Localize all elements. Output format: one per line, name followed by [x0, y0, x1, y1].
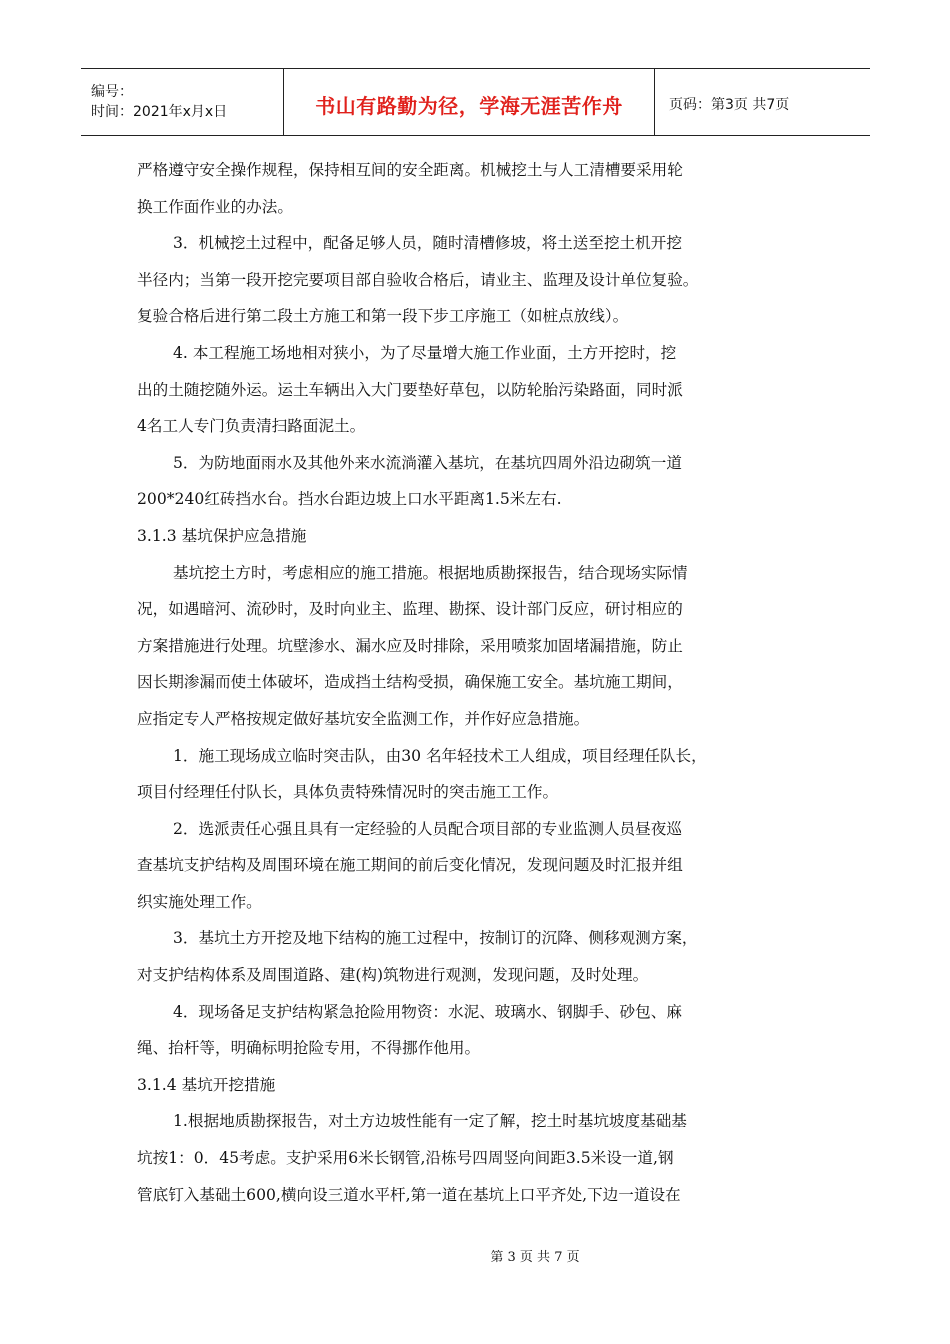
body-line: 4．现场备足支护结构紧急抢险用物资：水泥、玻璃水、钢脚手、砂包、麻 — [173, 1002, 682, 1021]
body-line: 况，如遇暗河、流砂时，及时向业主、监理、勘探、设计部门反应，研讨相应的 — [137, 600, 683, 619]
section-heading: 3.1.4 基坑开挖措施 — [137, 1075, 276, 1094]
body-line: 出的土随挖随外运。运土车辆出入大门要垫好草包，以防轮胎污染路面，同时派 — [137, 380, 683, 399]
document-date: 时间：2021年x月x日 — [91, 104, 228, 120]
body-line: 复验合格后进行第二段土方施工和第一段下步工序施工（如桩点放线）。 — [137, 307, 629, 326]
body-line: 2．选派责任心强且具有一定经验的人员配合项目部的专业监测人员昼夜巡 — [173, 819, 682, 838]
header-meta — [81, 69, 284, 135]
section-heading: 3.1.3 基坑保护应急措施 — [137, 526, 307, 545]
page-header — [81, 68, 870, 136]
body-line: 绳、抬杆等，明确标明抢险专用，不得挪作他用。 — [137, 1039, 481, 1058]
body-line: 200*240红砖挡水台。挡水台距边坡上口水平距离1.5米左右. — [137, 490, 562, 509]
document-number-label: 编号： — [91, 84, 133, 100]
body-line: 应指定专人严格按规定做好基坑安全监测工作，并作好应急措施。 — [137, 709, 590, 728]
body-line: 织实施处理工作。 — [137, 892, 262, 911]
body-line: 管底钉入基础土600,横向设三道水平杆,第一道在基坑上口平齐处,下边一道设在 — [137, 1185, 681, 1204]
body-line: 严格遵守安全操作规程，保持相互间的安全距离。机械挖土与人工清槽要采用轮 — [137, 161, 683, 179]
body-line: 5．为防地面雨水及其他外来水流淌灌入基坑，在基坑四周外沿边砌筑一道 — [173, 453, 682, 472]
body-line: 坑按1：0．45考虑。支护采用6米长钢管,沿栋号四周竖向间距3.5米设一道,钢 — [137, 1149, 674, 1168]
body-line: 项目付经理任付队长，具体负责特殊情况时的突击施工工作。 — [137, 783, 559, 802]
body-line: 3．基坑土方开挖及地下结构的施工过程中，按制订的沉降、侧移观测方案， — [173, 929, 698, 948]
header-slogan: 书山有路勤为径，学海无涯苦作舟 — [315, 93, 623, 118]
body-line: 1.根据地质勘探报告，对土方边坡性能有一定了解，挖土时基坑坡度基础基 — [173, 1112, 687, 1131]
header-page-info: 页码：第3页 共7页 — [669, 97, 790, 113]
body-line: 换工作面作业的办法。 — [137, 197, 293, 216]
body-line: 3．机械挖土过程中，配备足够人员，随时清槽修坡，将土送至挖土机开挖 — [173, 234, 682, 253]
body-line: 4名工人专门负责清扫路面泥土。 — [137, 417, 366, 436]
body-line: 半径内；当第一段开挖完要项目部自验收合格后，请业主、监理及设计单位复验。 — [137, 270, 699, 289]
body-line: 对支护结构体系及周围道路、建(构)筑物进行观测，发现问题，及时处理。 — [137, 966, 649, 985]
document-body — [137, 152, 827, 1213]
body-line: 查基坑支护结构及周围环境在施工期间的前后变化情况，发现问题及时汇报并组 — [137, 856, 683, 875]
body-line: 4. 本工程施工场地相对狭小，为了尽量增大施工作业面，土方开挖时，挖 — [173, 343, 677, 362]
body-line: 因长期渗漏而使土体破坏，造成挡土结构受损，确保施工安全。基坑施工期间， — [137, 673, 683, 692]
body-line: 基坑挖土方时，考虑相应的施工措施。根据地质勘探报告，结合现场实际情 — [173, 563, 688, 582]
header-slogan-cell — [284, 69, 655, 135]
page-footer: 第 3 页 共 7 页 — [490, 1250, 580, 1265]
body-line: 方案措施进行处理。坑壁渗水、漏水应及时排除，采用喷浆加固堵漏措施，防止 — [137, 636, 683, 655]
body-line: 1．施工现场成立临时突击队，由30 名年轻技术工人组成，项目经理任队长， — [173, 746, 707, 765]
header-page-info-cell — [655, 69, 870, 135]
